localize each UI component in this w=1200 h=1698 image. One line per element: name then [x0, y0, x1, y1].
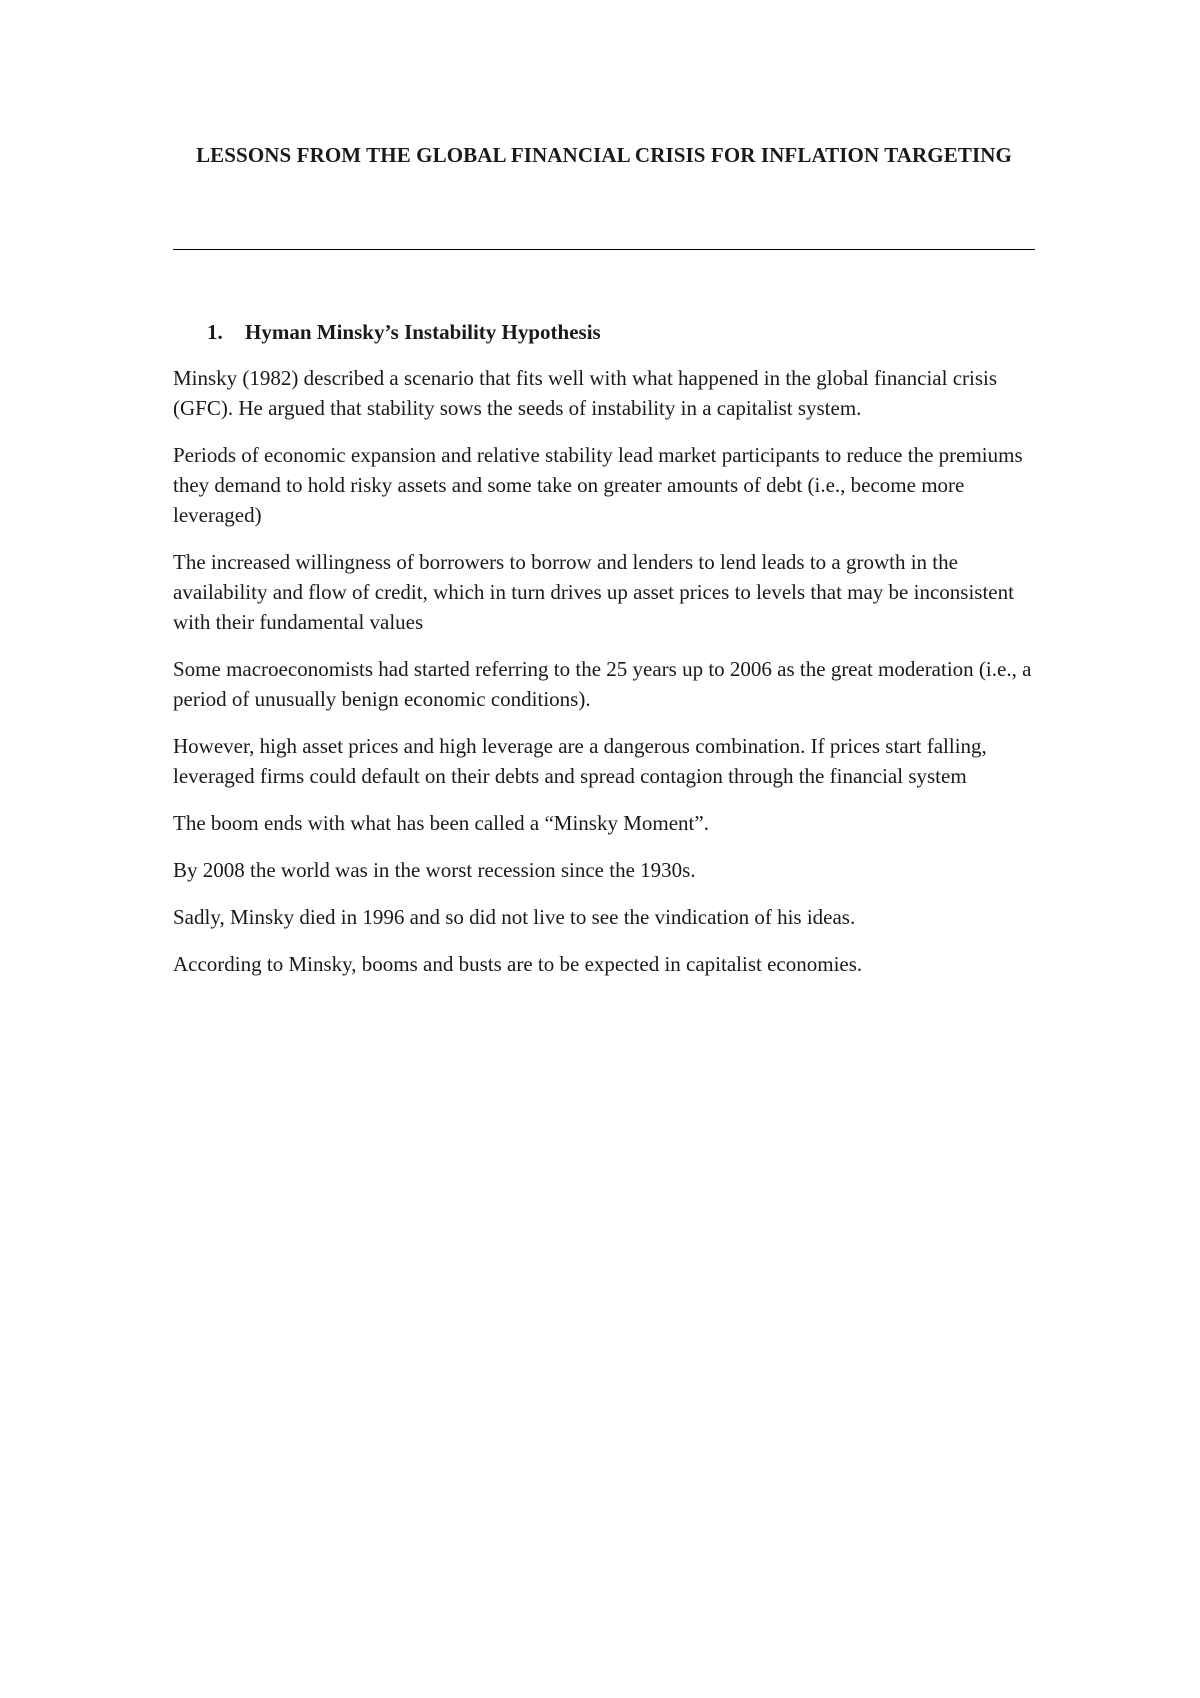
- document-title: LESSONS FROM THE GLOBAL FINANCIAL CRISIS FOR INFLATION TARGETING: [196, 143, 1012, 167]
- paragraph: By 2008 the world was in the worst recession since the 1930s.: [173, 858, 696, 882]
- body-text: [173, 363, 1035, 996]
- title-divider: [173, 249, 1035, 250]
- paragraph: According to Minsky, booms and busts are to be expected in capitalist economies.: [173, 952, 863, 976]
- section-number: 1.: [207, 320, 223, 344]
- section-heading-text: Hyman Minsky’s Instability Hypothesis: [245, 320, 601, 344]
- section-heading: [207, 318, 601, 346]
- paragraph: The increased willingness of borrowers to borrow and lenders to lend leads to a growth in the availability and flow of credit, which in turn drives up asset prices to levels that may be inconsistent with their fundamental values: [173, 550, 1014, 634]
- paragraph: Minsky (1982) described a scenario that fits well with what happened in the global financial crisis (GFC). He argued that stability sows the seeds of instability in a capitalist system.: [173, 366, 998, 420]
- paragraph: Some macroeconomists had started referring to the 25 years up to 2006 as the great moderation (i.e., a period of unusually benign economic conditions).: [173, 657, 1032, 711]
- paragraph: However, high asset prices and high leverage are a dangerous combination. If prices start falling, leveraged firms could default on their debts and spread contagion through the financial system: [173, 734, 987, 788]
- paragraph: Periods of economic expansion and relative stability lead market participants to reduce the premiums they demand to hold risky assets and some take on greater amounts of debt (i.e., become more leveraged): [173, 443, 1023, 527]
- paragraph: The boom ends with what has been called a “Minsky Moment”.: [173, 811, 709, 835]
- paragraph: Sadly, Minsky died in 1996 and so did not live to see the vindication of his ideas.: [173, 905, 856, 929]
